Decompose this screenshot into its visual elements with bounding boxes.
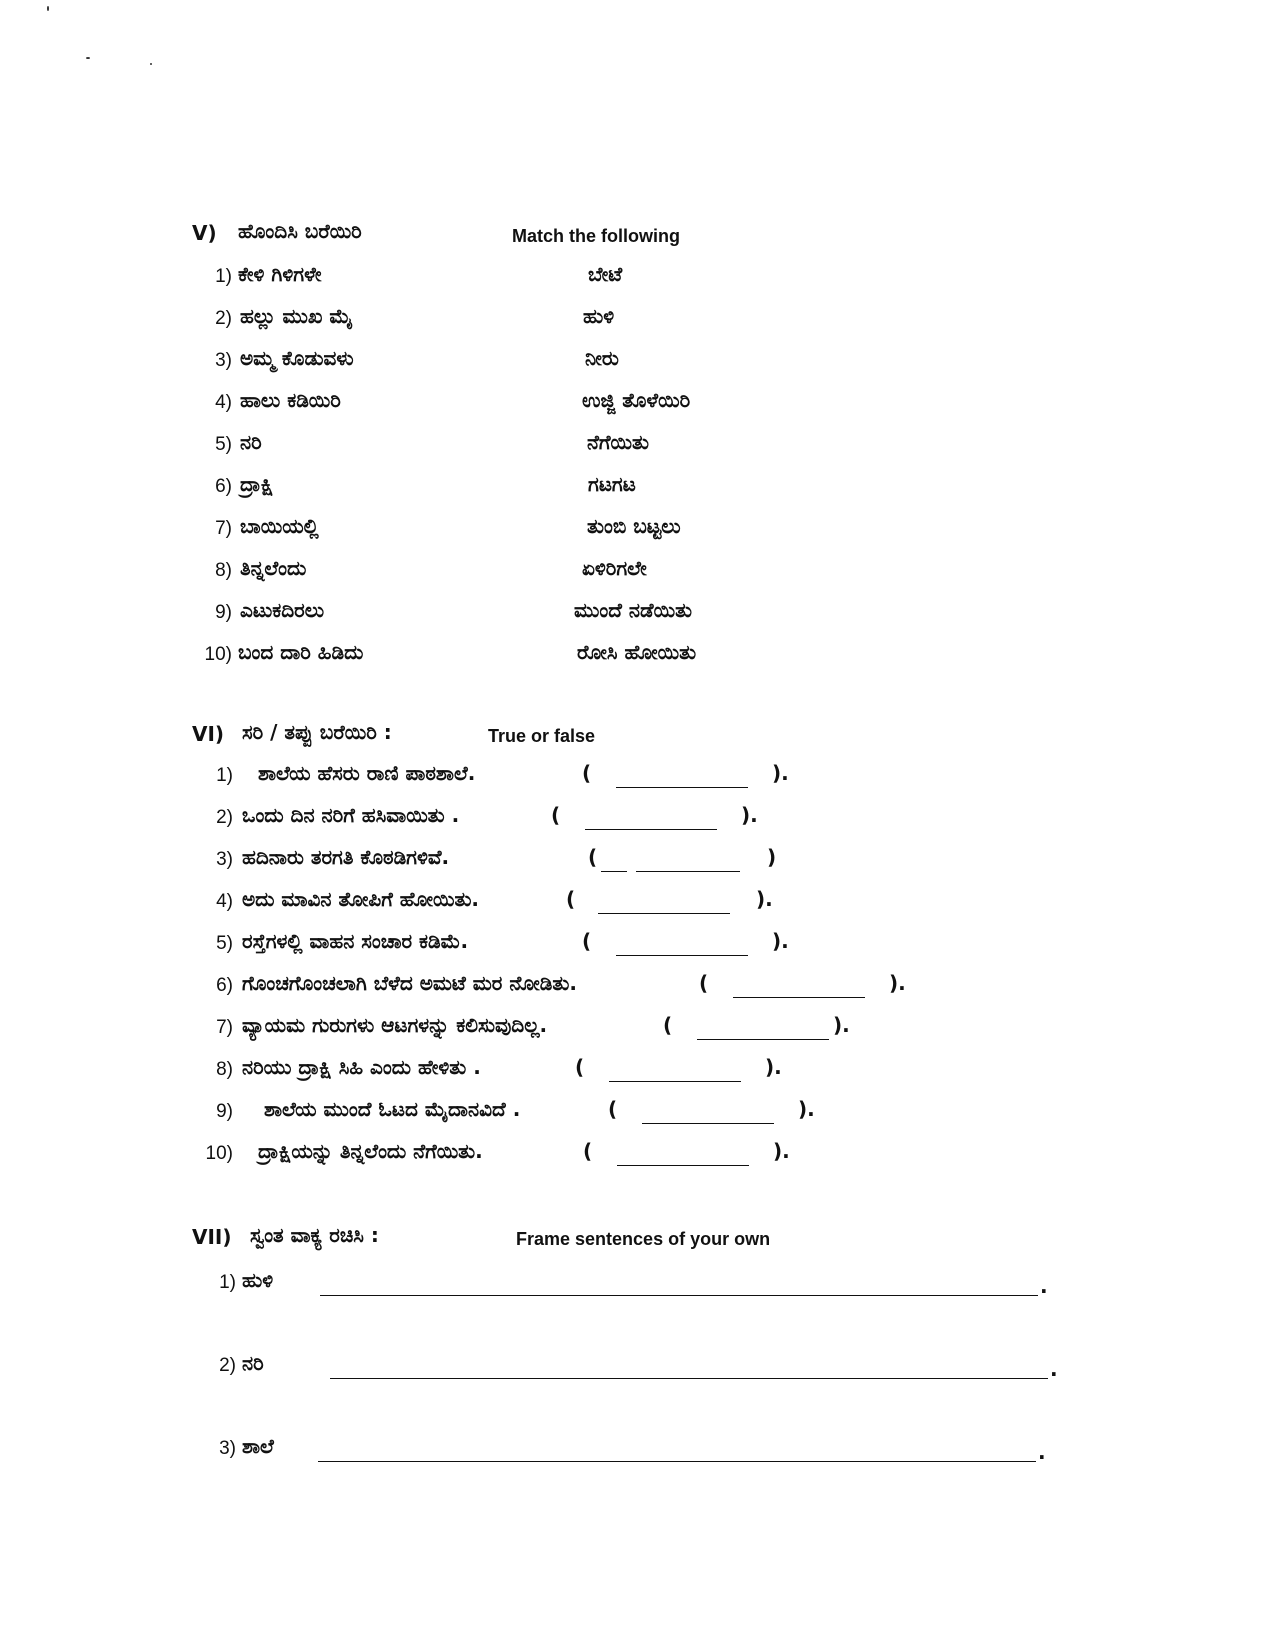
statement-text: ವ್ಯಾಯಮ ಗುರುಗಳು ಆಟಗಳನ್ನು ಕಲಿಸುವುದಿಲ್ಲ. — [242, 1013, 548, 1037]
match-right-text: ತುಂಬಿ ಬಟ್ಟಲು — [587, 514, 681, 538]
statement-number: 5) — [216, 933, 233, 954]
sentence-answer-line[interactable] — [330, 1378, 1048, 1379]
match-number: 9) — [215, 602, 232, 623]
open-paren: ( — [582, 761, 592, 785]
match-number: 10) — [204, 644, 232, 665]
statement-number: 10) — [205, 1143, 233, 1164]
period: . — [1038, 1440, 1046, 1464]
match-number: 3) — [215, 350, 232, 371]
answer-blank[interactable] — [598, 913, 730, 914]
answer-blank[interactable] — [642, 1123, 774, 1124]
sentence-answer-line[interactable] — [320, 1295, 1038, 1296]
answer-blank[interactable] — [733, 997, 865, 998]
statement-text: ರಸ್ತೆಗಳಲ್ಲಿ ವಾಹನ ಸಂಚಾರ ಕಡಿಮೆ. — [242, 929, 469, 953]
close-paren: ). — [741, 803, 758, 827]
answer-blank[interactable] — [609, 1081, 741, 1082]
statement-text: ಅದು ಮಾವಿನ ತೋಪಿಗೆ ಹೋಯಿತು. — [242, 887, 480, 911]
open-paren: ( — [566, 887, 576, 911]
answer-blank[interactable] — [697, 1039, 829, 1040]
match-right-text: ನೀರು — [585, 346, 619, 370]
period: . — [1050, 1357, 1058, 1381]
match-right-text: ಏಳಿರಿಗಲೇ — [582, 556, 647, 580]
open-paren: ( — [699, 971, 709, 995]
match-left-text: ಹಲ್ಲು ಮುಖ ಮೈ — [240, 304, 353, 328]
match-left-text: ಎಟುಕದಿರಲು — [240, 598, 325, 622]
open-paren: ( — [663, 1013, 673, 1037]
sentence-answer-line[interactable] — [318, 1461, 1036, 1462]
close-paren: ). — [833, 1013, 850, 1037]
scan-speck — [47, 6, 49, 11]
section5-title-kannada: ಹೊಂದಿಸಿ ಬರೆಯಿರಿ — [238, 219, 362, 243]
close-paren: ) — [767, 845, 777, 869]
match-number: 1) — [215, 266, 232, 287]
match-number: 2) — [215, 308, 232, 329]
answer-blank[interactable] — [636, 871, 740, 872]
statement-number: 1) — [216, 765, 233, 786]
close-paren: ). — [798, 1097, 815, 1121]
sentence-number: 2) — [219, 1355, 236, 1376]
match-left-text: ತಿನ್ನಲೆಂದು — [240, 556, 307, 580]
open-paren: ( — [583, 1139, 593, 1163]
open-paren: ( — [575, 1055, 585, 1079]
sentence-number: 1) — [219, 1272, 236, 1293]
statement-text: ಒಂದು ದಿನ ನರಿಗೆ ಹಸಿವಾಯಿತು . — [242, 803, 460, 827]
match-left-text: ಬಂದ ದಾರಿ ಹಿಡಿದು — [238, 640, 364, 664]
answer-blank[interactable] — [585, 829, 717, 830]
match-right-text: ರೋಸಿ ಹೋಯಿತು — [577, 640, 697, 664]
close-paren: ). — [765, 1055, 782, 1079]
statement-text: ಗೊಂಚಗೊಂಚಲಾಗಿ ಬೆಳೆದ ಅಮಟೆ ಮರ ನೋಡಿತು. — [242, 971, 577, 995]
match-left-text: ಅಮ್ಮ ಕೊಡುವಳು — [240, 346, 354, 370]
close-paren: ). — [889, 971, 906, 995]
match-number: 8) — [215, 560, 232, 581]
statement-number: 9) — [216, 1101, 233, 1122]
statement-text: ಶಾಲೆಯ ಹೆಸರು ರಾಣಿ ಪಾಠಶಾಲೆ. — [258, 761, 476, 785]
match-right-text: ಉಜ್ಜಿ ತೊಳೆಯಿರಿ — [582, 388, 691, 412]
statement-number: 8) — [216, 1059, 233, 1080]
close-paren: ). — [756, 887, 773, 911]
section7-title-kannada: ಸ್ವಂತ ವಾಕ್ಯ ರಚಿಸಿ : — [250, 1223, 379, 1247]
match-number: 5) — [215, 434, 232, 455]
answer-blank[interactable] — [601, 871, 627, 872]
match-number: 7) — [215, 518, 232, 539]
match-left-text: ಕೇಳಿ ಗಿಳಿಗಳೇ — [238, 262, 322, 286]
scan-speck — [86, 57, 90, 59]
section7-roman: VII) — [192, 1225, 232, 1249]
statement-number: 2) — [216, 807, 233, 828]
open-paren: ( — [608, 1097, 618, 1121]
match-right-text: ಬೇಟೆ — [588, 262, 623, 286]
sentence-word: ಹುಳಿ — [242, 1268, 274, 1292]
answer-blank[interactable] — [617, 1165, 749, 1166]
match-number: 6) — [215, 476, 232, 497]
scan-speck — [150, 63, 152, 65]
open-paren: ( — [551, 803, 561, 827]
sentence-word: ನರಿ — [242, 1351, 264, 1375]
section6-title-kannada: ಸರಿ / ತಪ್ಪು ಬರೆಯಿರಿ : — [242, 720, 392, 744]
statement-text: ನರಿಯು ದ್ರಾಕ್ಷಿ ಸಿಹಿ ಎಂದು ಹೇಳಿತು . — [242, 1055, 481, 1079]
sentence-number: 3) — [219, 1438, 236, 1459]
statement-number: 3) — [216, 849, 233, 870]
answer-blank[interactable] — [616, 787, 748, 788]
statement-text: ಹದಿನಾರು ತರಗತಿ ಕೊಠಡಿಗಳಿವೆ. — [242, 845, 450, 869]
match-right-text: ಮುಂದೆ ನಡೆಯಿತು — [574, 598, 693, 622]
statement-number: 6) — [216, 975, 233, 996]
section5-roman: V) — [192, 221, 217, 245]
sentence-word: ಶಾಲೆ — [242, 1434, 274, 1458]
section7-title-english: Frame sentences of your own — [516, 1229, 771, 1249]
match-left-text: ಬಾಯಿಯಲ್ಲಿ — [240, 514, 319, 538]
match-left-text: ಹಾಲು ಕಡಿಯಿರಿ — [240, 388, 341, 412]
answer-blank[interactable] — [616, 955, 748, 956]
statement-number: 4) — [216, 891, 233, 912]
section6-title-english: True or false — [488, 726, 596, 746]
statement-text: ದ್ರಾಕ್ಷಿಯನ್ನು ತಿನ್ನಲೆಂದು ನೆಗೆಯಿತು. — [258, 1139, 483, 1163]
match-right-text: ಹುಳಿ — [583, 304, 615, 328]
match-left-text: ನರಿ — [240, 430, 262, 454]
close-paren: ). — [773, 1139, 790, 1163]
statement-text: ಶಾಲೆಯ ಮುಂದೆ ಓಟದ ಮೈದಾನವಿದೆ . — [264, 1097, 521, 1121]
match-number: 4) — [215, 392, 232, 413]
section6-roman: VI) — [192, 722, 225, 746]
match-left-text: ದ್ರಾಕ್ಷಿ — [240, 472, 274, 496]
match-right-text: ನೆಗೆಯಿತು — [587, 430, 649, 454]
close-paren: ). — [772, 761, 789, 785]
match-right-text: ಗಟಗಟ — [588, 472, 636, 496]
period: . — [1040, 1274, 1048, 1298]
section5-title-english: Match the following — [512, 226, 680, 246]
statement-number: 7) — [216, 1017, 233, 1038]
open-paren: ( — [582, 929, 592, 953]
close-paren: ). — [772, 929, 789, 953]
open-paren: ( — [588, 845, 598, 869]
